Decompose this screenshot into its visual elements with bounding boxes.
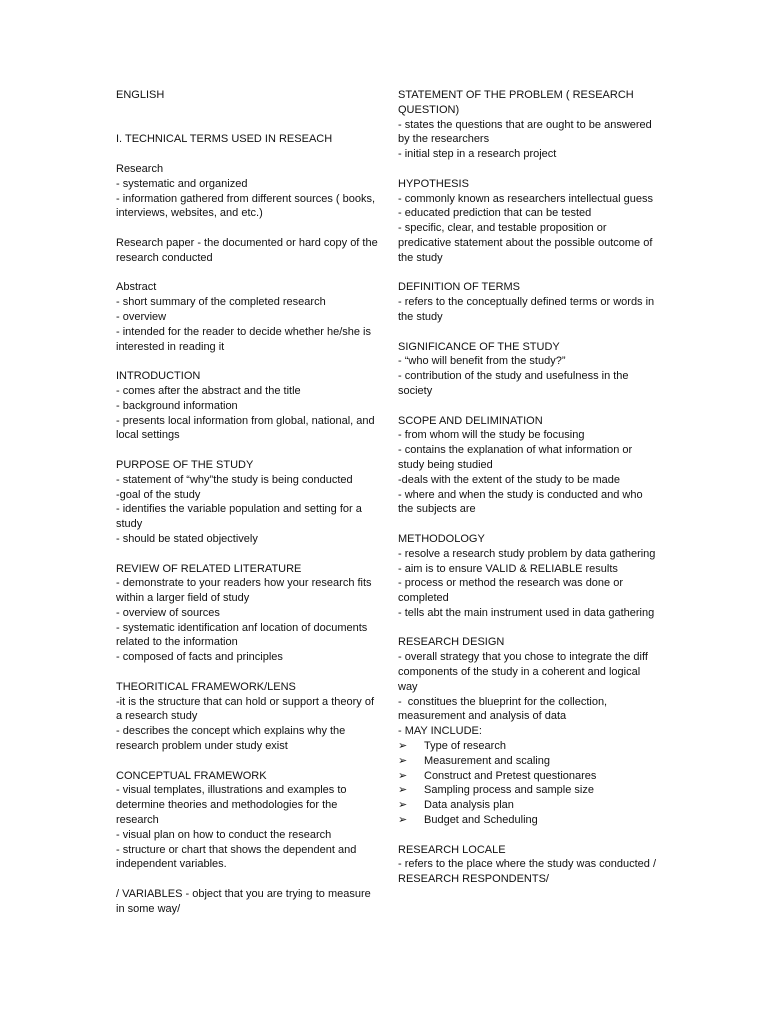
text-line: I. TECHNICAL TERMS USED IN RESEACH: [116, 133, 333, 146]
spacer: [116, 754, 378, 769]
spacer: [398, 517, 660, 532]
bullet-item: [398, 739, 660, 754]
spacer: [116, 147, 378, 162]
arrow-bullet-icon: ➢: [398, 784, 408, 797]
text-line: - comes after the abstract and the title: [116, 384, 301, 397]
text-line: RESEARCH LOCALE: [398, 843, 506, 856]
text-line: REVIEW OF RELATED LITERATURE: [116, 562, 302, 575]
spacer: [116, 354, 378, 369]
text-line: - background information: [116, 399, 238, 412]
text-line: - states the questions that are ought to be answered by the researchers: [398, 118, 655, 146]
spacer: [398, 162, 660, 177]
text-line: - “who will benefit from the study?”: [398, 355, 566, 368]
text-line: STATEMENT OF THE PROBLEM ( RESEARCH QUESTION): [398, 89, 637, 116]
text-line: - demonstrate to your readers how your research fits within a larger field of study: [116, 577, 375, 605]
spacer: [398, 621, 660, 636]
text-line: - from whom will the study be focusing: [398, 429, 585, 442]
text-line: DEFINITION OF TERMS: [398, 281, 521, 294]
text-line: - contribution of the study and usefulness in the society: [398, 370, 632, 397]
arrow-bullet-icon: ➢: [398, 740, 408, 753]
spacer: [398, 828, 660, 843]
text-line: -deals with the extent of the study to be made: [398, 473, 620, 486]
text-line: - visual templates, illustrations and examples to determine theories and methodologies for the research: [116, 784, 350, 827]
text-line: Abstract: [116, 281, 157, 294]
left-column: [116, 88, 381, 917]
text-line: SIGNIFICANCE OF THE STUDY: [398, 340, 560, 353]
text-line: - composed of facts and principles: [116, 651, 283, 664]
text-line: INTRODUCTION: [116, 370, 201, 383]
text-line: - initial step in a research project: [398, 148, 557, 161]
spacer: [398, 266, 660, 281]
text-line: ENGLISH: [116, 89, 165, 101]
arrow-bullet-icon: ➢: [398, 814, 408, 827]
text-line: CONCEPTUAL FRAMEWORK: [116, 769, 267, 782]
spacer: [116, 266, 378, 281]
text-line: - MAY INCLUDE:: [398, 725, 482, 738]
spacer: [116, 221, 378, 236]
text-line: Research: [116, 162, 164, 175]
text-line: - systematic identification anf location of documents related to the information: [116, 621, 371, 649]
text-line: - tells abt the main instrument used in data gathering: [398, 606, 655, 619]
text-line: - refers to the conceptually defined terms or words in the study: [398, 296, 658, 323]
text-line: SCOPE AND DELIMINATION: [398, 414, 543, 427]
text-line: HYPOTHESIS: [398, 177, 469, 190]
text-line: - intended for the reader to decide whether he/she is interested in reading it: [116, 325, 375, 353]
spacer: [116, 665, 378, 680]
text-line: - overview of sources: [116, 606, 220, 619]
text-line: - contains the explanation of what information or study being studied: [398, 444, 636, 471]
text-line: - statement of “why”the study is being conducted: [116, 473, 353, 486]
bullet-text: Budget and Scheduling: [424, 814, 538, 827]
arrow-bullet-icon: ➢: [398, 769, 408, 782]
text-line: - commonly known as researchers intellectual guess: [398, 192, 653, 205]
text-line: - constitues the blueprint for the collection, measurement and analysis of data: [398, 695, 611, 723]
spacer: [116, 872, 378, 887]
text-line: -goal of the study: [116, 488, 201, 501]
text-line: - refers to the place where the study was conducted / RESEARCH RESPONDENTS/: [398, 858, 660, 886]
spacer: [116, 443, 378, 458]
text-line: - information gathered from different sources ( books, interviews, websites, and etc.): [116, 192, 379, 220]
text-line: - overall strategy that you chose to integrate the diff components of the study in a coherent and logical way: [398, 651, 651, 693]
text-line: - process or method the research was done or completed: [398, 577, 627, 605]
text-line: Research paper - the documented or hard copy of the research conducted: [116, 236, 381, 264]
text-line: - short summary of the completed research: [116, 296, 326, 309]
text-line: METHODOLOGY: [398, 532, 485, 545]
text-line: - overview: [116, 310, 167, 323]
text-line: - systematic and organized: [116, 177, 248, 190]
bullet-text: Data analysis plan: [424, 799, 514, 812]
text-line: THEORITICAL FRAMEWORK/LENS: [116, 680, 296, 693]
bullet-item: [398, 754, 660, 769]
bullet-text: Construct and Pretest questionares: [424, 769, 597, 782]
bullet-item: [398, 813, 660, 828]
bullet-item: [398, 783, 660, 798]
text-line: - where and when the study is conducted and who the subjects are: [398, 488, 646, 516]
arrow-bullet-icon: ➢: [398, 799, 408, 812]
text-line: -it is the structure that can hold or support a theory of a research study: [116, 695, 378, 723]
text-line: - visual plan on how to conduct the research: [116, 828, 332, 841]
text-line: - describes the concept which explains why the research problem under study exist: [116, 725, 349, 753]
text-line: RESEARCH DESIGN: [398, 636, 505, 649]
text-line: / VARIABLES - object that you are trying to measure in some way/: [116, 888, 374, 915]
spacer: [398, 399, 660, 414]
text-line: PURPOSE OF THE STUDY: [116, 458, 254, 471]
spacer: [116, 103, 378, 133]
text-line: - identifies the variable population and setting for a study: [116, 503, 365, 531]
text-line: - aim is to ensure VALID & RELIABLE results: [398, 562, 618, 575]
bullet-text: Type of research: [424, 740, 506, 753]
bullet-text: Measurement and scaling: [424, 754, 550, 767]
spacer: [116, 547, 378, 562]
text-line: - should be stated objectively: [116, 532, 258, 545]
text-line: - resolve a research study problem by data gathering: [398, 547, 656, 560]
text-line: - structure or chart that shows the dependent and independent variables.: [116, 843, 360, 871]
bullet-text: Sampling process and sample size: [424, 784, 594, 797]
spacer: [398, 325, 660, 340]
arrow-bullet-icon: ➢: [398, 754, 408, 767]
text-line: - educated prediction that can be tested: [398, 207, 592, 220]
bullet-item: [398, 798, 660, 813]
right-column: [398, 88, 660, 887]
text-line: - presents local information from global, national, and local settings: [116, 414, 378, 442]
bullet-item: [398, 769, 660, 784]
text-line: - specific, clear, and testable proposition or predicative statement about the possible outcome of the study: [398, 222, 656, 264]
